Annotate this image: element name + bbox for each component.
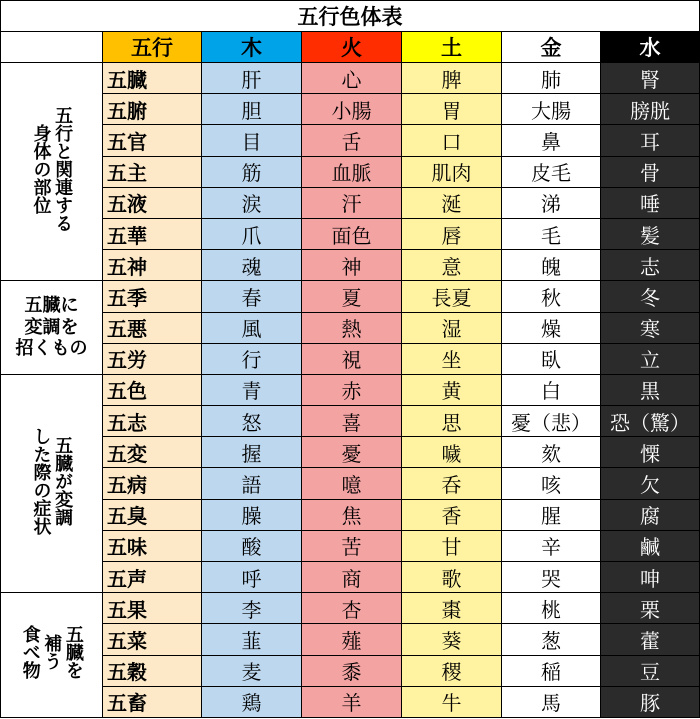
cell-fire: 心 [302,63,402,94]
cell-wood: 鶏 [202,686,302,717]
row-label: 五神 [103,250,202,281]
table-row [1,624,700,655]
table-row [1,218,700,249]
row-label: 五悪 [103,312,202,343]
cell-water: 豆 [601,655,700,686]
cell-water: 黒 [601,374,700,405]
cell-earth: 湿 [402,312,502,343]
category-cell [1,281,103,375]
row-label: 五変 [103,437,202,468]
cell-wood: 行 [202,343,302,374]
table-row [1,187,700,218]
cell-wood: 涙 [202,187,302,218]
cell-fire: 小腸 [302,94,402,125]
cell-wood: 李 [202,593,302,624]
table-row [1,562,700,593]
table-row [1,156,700,187]
cell-fire: 薤 [302,624,402,655]
table-row [1,437,700,468]
table-title: 五行色体表 [1,1,700,32]
cell-earth: 長夏 [402,281,502,312]
cell-water: 髪 [601,218,700,249]
row-label: 五労 [103,343,202,374]
cell-wood: 肝 [202,63,302,94]
table-row [1,312,700,343]
cell-water: 慄 [601,437,700,468]
cell-water: 鹹 [601,530,700,561]
cell-metal: 秋 [502,281,601,312]
cell-wood: 爪 [202,218,302,249]
cell-metal: 桃 [502,593,601,624]
cell-water: 冬 [601,281,700,312]
category-line: 補う [41,634,63,671]
row-label: 五果 [103,593,202,624]
cell-water: 藿 [601,624,700,655]
row-label: 五志 [103,406,202,437]
category-cell [1,63,103,281]
cell-metal: 辛 [502,530,601,561]
table-row [1,468,700,499]
cell-earth: 口 [402,125,502,156]
category-label [16,295,88,360]
table-row [1,125,700,156]
cell-earth: 呑 [402,468,502,499]
table-row [1,406,700,437]
cell-water: 寒 [601,312,700,343]
row-label: 五病 [103,468,202,499]
cell-earth: 脾 [402,63,502,94]
row-label: 五華 [103,218,202,249]
cell-fire: 羊 [302,686,402,717]
cell-wood: 風 [202,312,302,343]
table-row [1,530,700,561]
row-label: 五官 [103,125,202,156]
table-row [1,686,700,717]
cell-metal: 稲 [502,655,601,686]
cell-wood: 目 [202,125,302,156]
cell-fire: 夏 [302,281,402,312]
category-cell [1,593,103,718]
table-row [1,374,700,405]
cell-water: 腎 [601,63,700,94]
header-wood: 木 [202,32,302,63]
cell-wood: 麦 [202,655,302,686]
cell-fire: 喜 [302,406,402,437]
cell-earth: 棗 [402,593,502,624]
cell-wood: 筋 [202,156,302,187]
cell-fire: 焦 [302,499,402,530]
cell-metal: 哭 [502,562,601,593]
cell-wood: 青 [202,374,302,405]
cell-wood: 臊 [202,499,302,530]
cell-water: 恐（驚） [601,406,700,437]
cell-earth: 歌 [402,562,502,593]
cell-wood: 語 [202,468,302,499]
cell-metal: 魄 [502,250,601,281]
cell-earth: 黄 [402,374,502,405]
row-label: 五畜 [103,686,202,717]
cell-water: 骨 [601,156,700,187]
cell-water: 豚 [601,686,700,717]
category-line: 五臓を [62,625,84,680]
table-row [1,281,700,312]
category-line: 五行と関連する [52,105,74,232]
table-row [1,94,700,125]
cell-fire: 苦 [302,530,402,561]
cell-fire: 血脈 [302,156,402,187]
cell-wood: 韮 [202,624,302,655]
cell-metal: 白 [502,374,601,405]
cell-earth: 香 [402,499,502,530]
row-label: 五液 [103,187,202,218]
cell-metal: 鼻 [502,125,601,156]
row-label: 五主 [103,156,202,187]
table-row [1,593,700,624]
category-line: 食べ物 [19,625,41,680]
category-cell [1,374,103,592]
cell-metal: 大腸 [502,94,601,125]
cell-metal: 葱 [502,624,601,655]
cell-water: 栗 [601,593,700,624]
cell-metal: 燥 [502,312,601,343]
cell-water: 腐 [601,499,700,530]
cell-fire: 熱 [302,312,402,343]
category-line: 五臓が変調 [52,435,74,526]
cell-fire: 舌 [302,125,402,156]
cell-fire: 汗 [302,187,402,218]
cell-water: 志 [601,250,700,281]
cell-earth: 思 [402,406,502,437]
table-row [1,499,700,530]
category-line: 変調を [24,316,79,338]
cell-wood: 胆 [202,94,302,125]
category-label [19,625,84,679]
cell-metal: 皮毛 [502,156,601,187]
category-line: 招くもの [15,338,88,360]
cell-water: 呻 [601,562,700,593]
cell-water: 膀胱 [601,94,700,125]
header-metal: 金 [502,32,601,63]
header-water: 水 [601,32,700,63]
table-body [1,63,700,718]
table-row [1,250,700,281]
category-line: した際の症状 [30,426,52,535]
cell-earth: 胃 [402,94,502,125]
cell-fire: 商 [302,562,402,593]
header-blank [1,32,103,63]
cell-metal: 馬 [502,686,601,717]
row-label: 五味 [103,530,202,561]
cell-wood: 怒 [202,406,302,437]
cell-earth: 意 [402,250,502,281]
cell-wood: 魂 [202,250,302,281]
cell-metal: 腥 [502,499,601,530]
category-line: 五臓に [24,295,79,317]
table-row [1,655,700,686]
header-fire: 火 [302,32,402,63]
row-label: 五声 [103,562,202,593]
row-label: 五腑 [103,94,202,125]
cell-earth: 涎 [402,187,502,218]
category-label [30,427,73,535]
table-row [1,63,700,94]
cell-water: 欠 [601,468,700,499]
cell-wood: 酸 [202,530,302,561]
cell-earth: 稷 [402,655,502,686]
row-label: 五色 [103,374,202,405]
row-label: 五臭 [103,499,202,530]
row-label: 五臓 [103,63,202,94]
cell-water: 耳 [601,125,700,156]
table-row [1,343,700,374]
cell-fire: 赤 [302,374,402,405]
row-label: 五季 [103,281,202,312]
cell-earth: 葵 [402,624,502,655]
cell-metal: 臥 [502,343,601,374]
cell-fire: 黍 [302,655,402,686]
cell-wood: 呼 [202,562,302,593]
cell-metal: 毛 [502,218,601,249]
cell-metal: 欬 [502,437,601,468]
cell-metal: 咳 [502,468,601,499]
cell-earth: 噦 [402,437,502,468]
row-label: 五菜 [103,624,202,655]
cell-earth: 甘 [402,530,502,561]
header-earth: 土 [402,32,502,63]
cell-fire: 噫 [302,468,402,499]
cell-earth: 坐 [402,343,502,374]
cell-earth: 肌肉 [402,156,502,187]
header-row [1,32,700,63]
cell-fire: 杏 [302,593,402,624]
header-label: 五行 [103,32,202,63]
cell-metal: 涕 [502,187,601,218]
cell-water: 立 [601,343,700,374]
cell-metal: 肺 [502,63,601,94]
cell-fire: 面色 [302,218,402,249]
row-label: 五穀 [103,655,202,686]
cell-water: 唾 [601,187,700,218]
cell-fire: 神 [302,250,402,281]
cell-earth: 唇 [402,218,502,249]
cell-wood: 春 [202,281,302,312]
cell-fire: 憂 [302,437,402,468]
cell-earth: 牛 [402,686,502,717]
cell-fire: 視 [302,343,402,374]
cell-wood: 握 [202,437,302,468]
category-label [30,106,73,232]
category-line: 身体の部位 [30,123,52,214]
cell-metal: 憂（悲） [502,406,601,437]
